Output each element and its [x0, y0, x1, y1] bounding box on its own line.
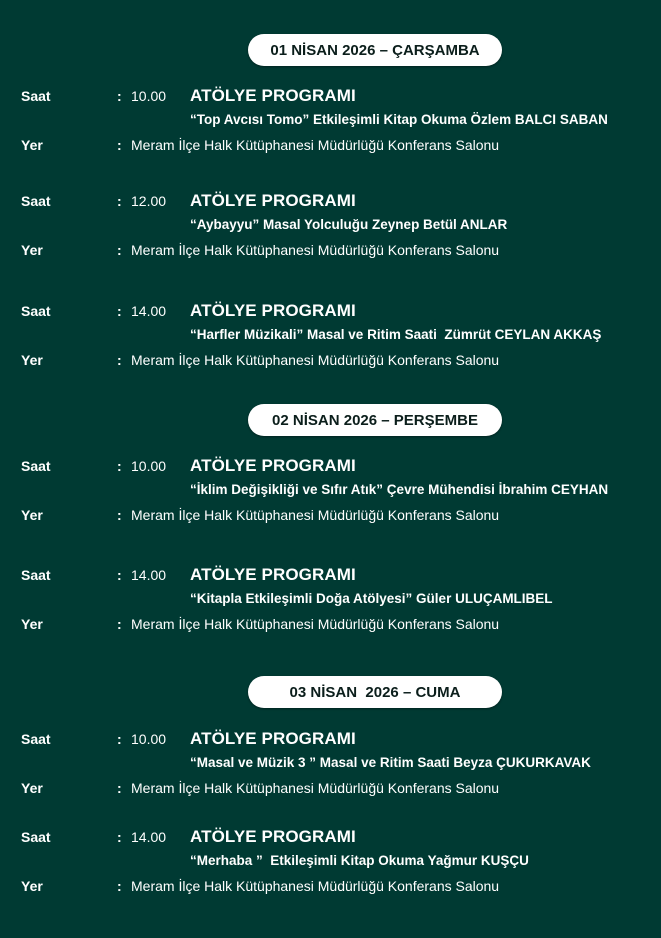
- event-title: ATÖLYE PROGRAMI: [190, 565, 356, 584]
- event-title: ATÖLYE PROGRAMI: [190, 827, 356, 846]
- event-title: ATÖLYE PROGRAMI: [190, 86, 356, 105]
- colon: :: [117, 829, 122, 845]
- event-description: “Aybayyu” Masal Yolculuğu Zeynep Betül ANLAR: [190, 217, 508, 232]
- event-day2-1: [0, 458, 661, 538]
- event-time: 12.00: [131, 193, 167, 209]
- event-day1-1: [0, 88, 661, 168]
- colon: :: [117, 458, 122, 474]
- time-label: Saat: [21, 303, 51, 319]
- time-label: Saat: [21, 829, 51, 845]
- colon: :: [117, 88, 122, 104]
- place-label: Yer: [21, 507, 43, 523]
- colon: :: [117, 303, 122, 319]
- event-time: 10.00: [131, 458, 167, 474]
- event-day1-3: [0, 303, 661, 383]
- event-time: 10.00: [131, 88, 167, 104]
- event-day3-1: [0, 731, 661, 811]
- event-place: Meram İlçe Halk Kütüphanesi Müdürlüğü Konferans Salonu: [131, 616, 500, 632]
- event-place: Meram İlçe Halk Kütüphanesi Müdürlüğü Konferans Salonu: [131, 878, 500, 894]
- colon: :: [117, 731, 122, 747]
- event-title: ATÖLYE PROGRAMI: [190, 729, 356, 748]
- place-label: Yer: [21, 242, 43, 258]
- time-label: Saat: [21, 458, 51, 474]
- event-place: Meram İlçe Halk Kütüphanesi Müdürlüğü Konferans Salonu: [131, 137, 500, 153]
- time-label: Saat: [21, 567, 51, 583]
- event-time: 10.00: [131, 731, 167, 747]
- time-label: Saat: [21, 731, 51, 747]
- colon: :: [117, 242, 122, 258]
- event-description: “Merhaba ” Etkileşimli Kitap Okuma Yağmur KUŞÇU: [190, 853, 529, 868]
- day-header-2: 02 NİSAN 2026 – PERŞEMBE: [248, 404, 502, 436]
- day-header-1: 01 NİSAN 2026 – ÇARŞAMBA: [248, 34, 502, 66]
- event-time: 14.00: [131, 567, 167, 583]
- colon: :: [117, 507, 122, 523]
- event-description: “Top Avcısı Tomo” Etkileşimli Kitap Okuma Özlem BALCI SABAN: [190, 112, 608, 127]
- event-time: 14.00: [131, 829, 167, 845]
- event-time: 14.00: [131, 303, 167, 319]
- place-label: Yer: [21, 878, 43, 894]
- event-day2-2: [0, 567, 661, 647]
- event-place: Meram İlçe Halk Kütüphanesi Müdürlüğü Konferans Salonu: [131, 780, 500, 796]
- place-label: Yer: [21, 352, 43, 368]
- day-header-3: 03 NİSAN 2026 – CUMA: [248, 676, 502, 708]
- place-label: Yer: [21, 780, 43, 796]
- colon: :: [117, 567, 122, 583]
- colon: :: [117, 616, 122, 632]
- event-place: Meram İlçe Halk Kütüphanesi Müdürlüğü Konferans Salonu: [131, 242, 500, 258]
- place-label: Yer: [21, 137, 43, 153]
- event-day3-2: [0, 829, 661, 909]
- event-description: “Harfler Müzikali” Masal ve Ritim Saati Zümrüt CEYLAN AKKAŞ: [190, 327, 602, 342]
- colon: :: [117, 352, 122, 368]
- place-label: Yer: [21, 616, 43, 632]
- time-label: Saat: [21, 193, 51, 209]
- event-description: “İklim Değişikliği ve Sıfır Atık” Çevre Mühendisi İbrahim CEYHAN: [190, 482, 609, 497]
- event-title: ATÖLYE PROGRAMI: [190, 191, 356, 210]
- event-day1-2: [0, 193, 661, 273]
- event-title: ATÖLYE PROGRAMI: [190, 301, 356, 320]
- colon: :: [117, 780, 122, 796]
- event-description: “Masal ve Müzik 3 ” Masal ve Ritim Saati Beyza ÇUKURKAVAK: [190, 755, 591, 770]
- colon: :: [117, 137, 122, 153]
- event-place: Meram İlçe Halk Kütüphanesi Müdürlüğü Konferans Salonu: [131, 352, 500, 368]
- colon: :: [117, 193, 122, 209]
- time-label: Saat: [21, 88, 51, 104]
- event-description: “Kitapla Etkileşimli Doğa Atölyesi” Güler ULUÇAMLIBEL: [190, 591, 553, 606]
- event-place: Meram İlçe Halk Kütüphanesi Müdürlüğü Konferans Salonu: [131, 507, 500, 523]
- event-title: ATÖLYE PROGRAMI: [190, 456, 356, 475]
- colon: :: [117, 878, 122, 894]
